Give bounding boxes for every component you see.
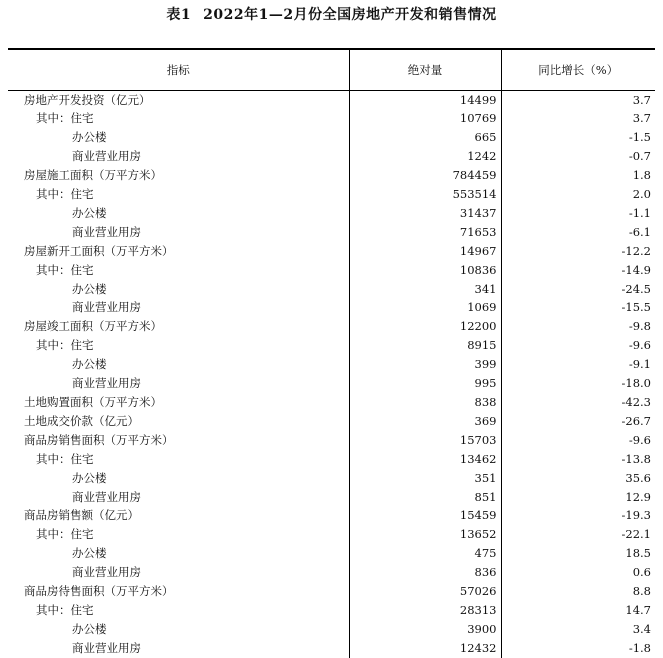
table-row — [8, 544, 655, 563]
growth-value-cell: 3.4 — [501, 620, 655, 639]
indicator-cell: 房屋施工面积（万平方米） — [24, 168, 162, 183]
indicator-cell: 商业营业用房 — [72, 565, 141, 580]
growth-value-cell: 2.0 — [501, 185, 655, 204]
indicator-cell: 办公楼 — [72, 546, 107, 561]
growth-value-cell: -14.9 — [501, 261, 655, 280]
table-row — [8, 469, 655, 488]
absolute-value-cell: 13652 — [349, 525, 501, 544]
header-row — [8, 49, 655, 90]
growth-value-cell: -9.6 — [501, 431, 655, 450]
growth-value-cell: -13.8 — [501, 450, 655, 469]
table-row — [8, 450, 655, 469]
indicator-cell: 其中：住宅 — [36, 111, 94, 126]
absolute-value-cell: 399 — [349, 355, 501, 374]
absolute-value-cell: 784459 — [349, 166, 501, 185]
indicator-cell: 办公楼 — [72, 470, 107, 485]
indicator-cell: 商品房待售面积（万平方米） — [24, 584, 174, 599]
absolute-value-cell: 341 — [349, 280, 501, 299]
indicator-cell: 房屋竣工面积（万平方米） — [24, 319, 162, 334]
absolute-value-cell: 14499 — [349, 90, 501, 109]
indicator-cell: 商业营业用房 — [72, 376, 141, 391]
absolute-value-cell: 8915 — [349, 336, 501, 355]
table-row — [8, 109, 655, 128]
table-row — [8, 393, 655, 412]
indicator-cell: 其中：住宅 — [36, 451, 94, 466]
indicator-cell: 办公楼 — [72, 205, 107, 220]
table-number: 表1 — [166, 7, 192, 23]
growth-value-cell: 3.7 — [501, 109, 655, 128]
indicator-cell: 办公楼 — [72, 621, 107, 636]
indicator-cell: 商业营业用房 — [72, 640, 141, 655]
table-row — [8, 582, 655, 601]
indicator-cell: 其中：住宅 — [36, 338, 94, 353]
absolute-value-cell: 31437 — [349, 204, 501, 223]
table-body — [8, 90, 655, 658]
table-row — [8, 431, 655, 450]
table-row — [8, 525, 655, 544]
table-row — [8, 280, 655, 299]
absolute-value-cell: 553514 — [349, 185, 501, 204]
indicator-cell: 房屋新开工面积（万平方米） — [24, 243, 174, 258]
indicator-cell: 商品房销售面积（万平方米） — [24, 432, 174, 447]
growth-value-cell: -6.1 — [501, 223, 655, 242]
indicator-cell: 办公楼 — [72, 130, 107, 145]
table-row — [8, 601, 655, 620]
absolute-value-cell: 836 — [349, 563, 501, 582]
absolute-value-cell: 838 — [349, 393, 501, 412]
absolute-value-cell: 15703 — [349, 431, 501, 450]
table-row — [8, 620, 655, 639]
indicator-cell: 商品房销售额（亿元） — [24, 508, 139, 523]
table-row — [8, 128, 655, 147]
growth-value-cell: 8.8 — [501, 582, 655, 601]
absolute-value-cell: 1069 — [349, 298, 501, 317]
indicator-cell: 其中：住宅 — [36, 527, 94, 542]
growth-value-cell: -9.8 — [501, 317, 655, 336]
indicator-cell: 其中：住宅 — [36, 602, 94, 617]
table-row — [8, 317, 655, 336]
indicator-cell: 商业营业用房 — [72, 300, 141, 315]
growth-value-cell: -1.1 — [501, 204, 655, 223]
table-row — [8, 374, 655, 393]
growth-value-cell: -18.0 — [501, 374, 655, 393]
document-title — [0, 4, 663, 24]
growth-value-cell: -0.7 — [501, 147, 655, 166]
absolute-value-cell: 995 — [349, 374, 501, 393]
indicator-cell: 其中：住宅 — [36, 262, 94, 277]
growth-value-cell: 18.5 — [501, 544, 655, 563]
absolute-value-cell: 10769 — [349, 109, 501, 128]
header-growth: 同比增长（%） — [501, 49, 655, 90]
absolute-value-cell: 351 — [349, 469, 501, 488]
growth-value-cell: -19.3 — [501, 506, 655, 525]
header-indicator: 指标 — [8, 49, 349, 90]
growth-value-cell: -9.6 — [501, 336, 655, 355]
table-row — [8, 298, 655, 317]
indicator-cell: 土地成交价款（亿元） — [24, 413, 139, 428]
growth-value-cell: -42.3 — [501, 393, 655, 412]
indicator-cell: 办公楼 — [72, 357, 107, 372]
table-row — [8, 223, 655, 242]
absolute-value-cell: 1242 — [349, 147, 501, 166]
absolute-value-cell: 13462 — [349, 450, 501, 469]
growth-value-cell: -26.7 — [501, 412, 655, 431]
statistics-table — [8, 48, 655, 658]
absolute-value-cell: 71653 — [349, 223, 501, 242]
indicator-cell: 商业营业用房 — [72, 224, 141, 239]
absolute-value-cell: 10836 — [349, 261, 501, 280]
table-row — [8, 90, 655, 109]
table-row — [8, 147, 655, 166]
absolute-value-cell: 12432 — [349, 639, 501, 658]
absolute-value-cell: 57026 — [349, 582, 501, 601]
growth-value-cell: 14.7 — [501, 601, 655, 620]
indicator-cell: 土地购置面积（万平方米） — [24, 395, 162, 409]
absolute-value-cell: 851 — [349, 488, 501, 507]
table-title: 2022年1—2月份全国房地产开发和销售情况 — [203, 7, 497, 23]
absolute-value-cell: 665 — [349, 128, 501, 147]
growth-value-cell: -1.8 — [501, 639, 655, 658]
growth-value-cell: -1.5 — [501, 128, 655, 147]
table-row — [8, 488, 655, 507]
growth-value-cell: 12.9 — [501, 488, 655, 507]
absolute-value-cell: 15459 — [349, 506, 501, 525]
table-row — [8, 185, 655, 204]
indicator-cell: 商业营业用房 — [72, 489, 141, 504]
growth-value-cell: -24.5 — [501, 280, 655, 299]
growth-value-cell: -15.5 — [501, 298, 655, 317]
table-row — [8, 412, 655, 431]
indicator-cell: 办公楼 — [72, 281, 107, 296]
absolute-value-cell: 3900 — [349, 620, 501, 639]
table-row — [8, 336, 655, 355]
table-row — [8, 506, 655, 525]
growth-value-cell: -9.1 — [501, 355, 655, 374]
growth-value-cell: 3.7 — [501, 90, 655, 109]
table-row — [8, 355, 655, 374]
table-row — [8, 242, 655, 261]
indicator-cell: 其中：住宅 — [36, 187, 94, 202]
header-absolute: 绝对量 — [349, 49, 501, 90]
absolute-value-cell: 475 — [349, 544, 501, 563]
table-row — [8, 261, 655, 280]
growth-value-cell: -22.1 — [501, 525, 655, 544]
table-row — [8, 204, 655, 223]
growth-value-cell: 1.8 — [501, 166, 655, 185]
table-row — [8, 563, 655, 582]
growth-value-cell: 35.6 — [501, 469, 655, 488]
absolute-value-cell: 28313 — [349, 601, 501, 620]
indicator-cell: 房地产开发投资（亿元） — [24, 92, 151, 107]
table-row — [8, 166, 655, 185]
growth-value-cell: 0.6 — [501, 563, 655, 582]
indicator-cell: 商业营业用房 — [72, 149, 141, 164]
absolute-value-cell: 14967 — [349, 242, 501, 261]
table-header — [8, 49, 655, 90]
absolute-value-cell: 369 — [349, 412, 501, 431]
growth-value-cell: -12.2 — [501, 242, 655, 261]
absolute-value-cell: 12200 — [349, 317, 501, 336]
